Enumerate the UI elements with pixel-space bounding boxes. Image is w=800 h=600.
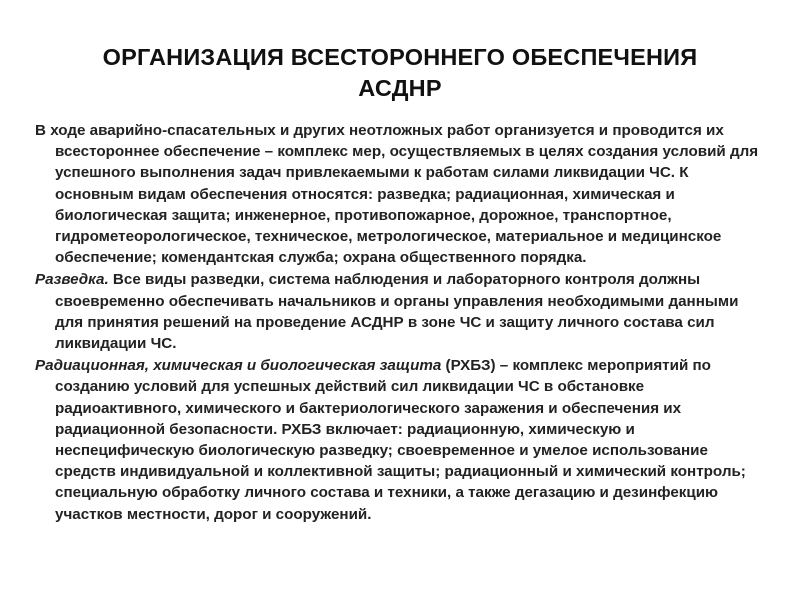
paragraph-text: Все виды разведки, система наблюдения и лабораторного контроля должны своевременно обеспечивать начальников и органы управления необходимыми данными для принятия решений на проведение АСДНР в зоне ЧС и защиту личного состава сил ликвидации ЧС. [55, 271, 739, 353]
paragraph-text: В ходе аварийно-спасательных и других неотложных работ организуется и проводится их всестороннее обеспечение – комплекс мер, осуществляемых в целях создания условий для успешного выполнения задач привлекаемыми к работам силами ликвидации ЧС. К основным видам обеспечения относятся: разведка; радиационная, химическая и биологическая защита; инженерное, противопожарное, дорожное, транспортное, гидрометеорологическое, техническое, метрологическое, материальное и медицинское обеспечение; комендантская служба; охрана общественного порядка. [35, 122, 759, 267]
paragraph-lead: Разведка. [35, 271, 109, 289]
paragraph-intro [35, 120, 770, 268]
paragraph-reconnaissance [35, 269, 770, 354]
paragraph-text: (РХБЗ) – комплекс мероприятий по созданию условий для успешных действий сил ликвидации ЧС в обстановке радиоактивного, химического и бактериологического заражения и обеспечения их радиационной безопасности. РХБЗ включает: радиационную, химическую и неспецифическую биологическую разведку; своевременное и умелое использование средств индивидуальной и коллективной защиты; радиационный и химический контроль; специальную обработку личного состава и техники, а также дегазацию и дезинфекцию участков местности, дорог и сооружений. [55, 357, 746, 523]
slide-title [30, 42, 770, 104]
paragraph-lead: Радиационная, химическая и биологическая защита [35, 357, 442, 375]
slide-title-line-2: АСДНР [358, 75, 442, 101]
slide-body [35, 120, 770, 526]
paragraph-rchb-protection [35, 355, 770, 525]
slide-title-line-1: ОРГАНИЗАЦИЯ ВСЕСТОРОННЕГО ОБЕСПЕЧЕНИЯ [102, 44, 698, 70]
